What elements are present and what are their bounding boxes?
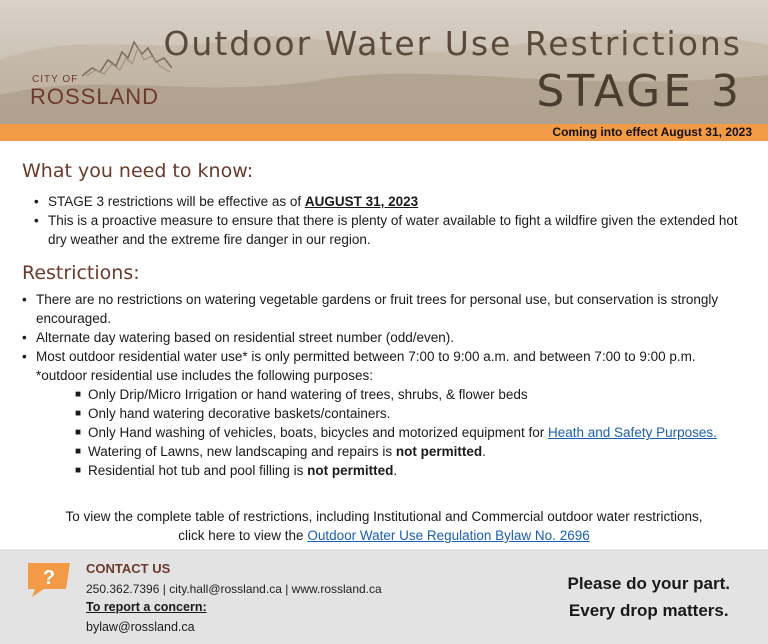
city-logo[interactable] (30, 38, 170, 108)
footer (0, 549, 768, 644)
know-list (34, 192, 748, 249)
list-item (75, 385, 758, 404)
svg-text:?: ? (42, 567, 56, 589)
logo-city-of: CITY OF (32, 74, 79, 85)
list-item (22, 290, 756, 328)
page-title: Outdoor Water Use Restrictions (163, 24, 742, 63)
square-bullet-icon: ■ (75, 427, 82, 438)
list-item-text: Only hand watering decorative baskets/containers. (88, 406, 391, 421)
not-permitted-text: not permitted (395, 444, 483, 459)
header-banner (0, 0, 768, 124)
list-item-text: Only Drip/Micro Irrigation or hand watering of trees, shrubs, & flower beds (88, 387, 528, 402)
list-item-text: This is a proactive measure to ensure that there is plenty of water available to fight a wildfire given the extended hot dry weather and the extreme fire danger in our region. (48, 213, 738, 247)
square-bullet-icon: ■ (75, 446, 82, 457)
bylaw-footnote (0, 507, 768, 545)
list-item (34, 192, 748, 211)
effect-date-text: Coming into effect August 31, 2023 (552, 125, 752, 139)
bullet-icon: • (22, 349, 27, 364)
logo-rossland: ROSSLAND (30, 84, 160, 109)
restrictions-list (22, 290, 756, 385)
list-item-text: Most outdoor residential water use* is only permitted between 7:00 to 9:00 a.m. and between 7:00 to 9:00 p.m. (36, 349, 696, 364)
square-bullet-icon: ■ (75, 408, 82, 419)
bylaw-email[interactable]: bylaw@rossland.ca (86, 620, 195, 634)
bullet-icon: • (22, 292, 27, 307)
list-item (34, 211, 748, 249)
bullet-icon: • (22, 330, 27, 345)
square-bullet-icon: ■ (75, 389, 82, 400)
list-item-text: There are no restrictions on watering vegetable gardens or fruit trees for personal use, but conservation is strongly encouraged. (36, 292, 719, 326)
list-item-text: Only Hand washing of vehicles, boats, bicycles and motorized equipment for (88, 425, 548, 440)
footnote-line: To view the complete table of restrictions, including Institutional and Commercial outdoor water restrictions, (65, 509, 703, 524)
report-concern-label: To report a concern: (86, 600, 207, 614)
list-item (22, 328, 756, 347)
list-item (22, 347, 756, 385)
list-item (75, 442, 758, 461)
slogan-line: Please do your part. (567, 574, 730, 593)
purposes-sublist (75, 385, 758, 480)
effect-banner (0, 124, 768, 141)
question-bubble-icon (24, 559, 74, 599)
contact-heading: CONTACT US (86, 561, 171, 576)
square-bullet-icon: ■ (75, 465, 82, 476)
slogan-line: Every drop matters. (568, 601, 729, 620)
list-item-text: STAGE 3 restrictions will be effective as of (48, 194, 305, 209)
section-heading-restrictions: Restrictions: (22, 262, 140, 284)
bullet-icon: • (34, 213, 39, 228)
skyline-icon (82, 38, 172, 78)
slogan (568, 570, 731, 624)
list-item-text: Alternate day watering based on residential street number (odd/even). (36, 330, 454, 345)
list-item (75, 461, 758, 480)
bullet-icon: • (34, 194, 39, 209)
list-item-text: Watering of Lawns, new landscaping and repairs is (88, 444, 396, 459)
list-item (75, 423, 758, 442)
footnote-line: click here to view the (178, 528, 308, 543)
list-item-text: Residential hot tub and pool filling is (88, 463, 308, 478)
contact-info[interactable]: 250.362.7396 | city.hall@rossland.ca | www.rossland.ca (86, 582, 382, 596)
effective-date: AUGUST 31, 2023 (304, 194, 419, 209)
not-permitted-text: not permitted (307, 463, 394, 478)
stage-label: STAGE 3 (536, 66, 742, 117)
period-text: . (482, 444, 486, 459)
health-safety-link[interactable]: Heath and Safety Purposes. (548, 425, 717, 440)
list-item (75, 404, 758, 423)
period-text: . (393, 463, 398, 478)
list-item-note: *outdoor residential use includes the following purposes: (36, 368, 373, 383)
section-heading-know: What you need to know: (22, 160, 254, 182)
bylaw-link[interactable]: Outdoor Water Use Regulation Bylaw No. 2696 (307, 528, 590, 543)
